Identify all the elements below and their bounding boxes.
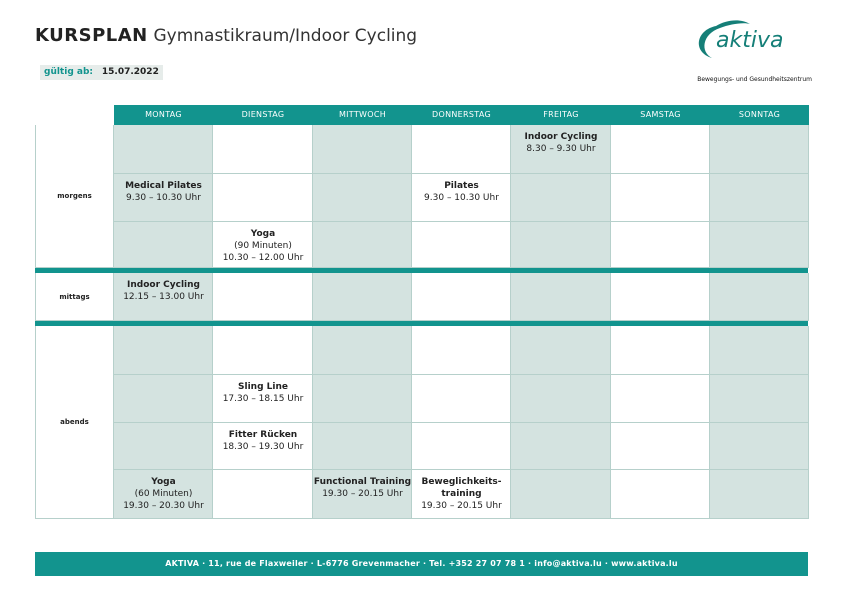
schedule-cell	[213, 174, 313, 222]
schedule-cell	[511, 423, 611, 470]
period-label-morgens: morgens	[35, 125, 114, 268]
course-time: 19.30 – 20.30 Uhr	[123, 501, 204, 511]
schedule-cell	[511, 222, 611, 268]
valid-from-label: gültig ab:	[44, 67, 94, 77]
course-time: 17.30 – 18.15 Uhr	[222, 394, 304, 404]
course-name: Yoga	[250, 229, 276, 239]
schedule-cell	[710, 423, 809, 470]
course-info: (60 Minuten)	[134, 489, 193, 499]
logo-wordmark: aktiva	[716, 28, 784, 53]
course-entry	[213, 381, 313, 405]
period-separator	[35, 268, 808, 273]
schedule-cell	[611, 375, 710, 423]
schedule-cell	[511, 326, 611, 375]
course-time: 8.30 – 9.30 Uhr	[526, 144, 596, 154]
schedule-cell	[412, 222, 511, 268]
course-time: 19.30 – 20.15 Uhr	[421, 501, 502, 511]
course-entry	[412, 476, 511, 512]
day-header-sonntag: SONNTAG	[710, 105, 809, 125]
schedule-cell	[710, 326, 809, 375]
course-info: (90 Minuten)	[234, 241, 292, 251]
course-entry	[313, 476, 412, 500]
valid-from-date: 15.07.2022	[101, 67, 159, 77]
schedule-cell	[213, 470, 313, 519]
schedule-cell	[114, 326, 213, 375]
course-name: Pilates	[444, 181, 479, 191]
day-header-montag: MONTAG	[114, 105, 213, 125]
course-name: Yoga	[151, 477, 176, 487]
schedule-cell	[710, 470, 809, 519]
schedule-cell	[710, 222, 809, 268]
course-name: Beweglichkeits-training	[421, 477, 502, 499]
course-name: Functional Training	[313, 477, 412, 487]
footer-contact: AKTIVA · 11, rue de Flaxweiler · L-6776 Grevenmacher · Tel. +352 27 07 78 1 · info@aktiva.lu · www.aktiva.lu	[35, 552, 808, 576]
day-header-freitag: FREITAG	[511, 105, 611, 125]
course-entry	[114, 476, 213, 512]
schedule-cell	[412, 423, 511, 470]
schedule-cell	[611, 326, 710, 375]
schedule-cell	[611, 125, 710, 174]
course-name: Sling Line	[238, 382, 288, 392]
schedule-cell	[213, 273, 313, 321]
schedule-cell	[114, 375, 213, 423]
aktiva-logo	[690, 14, 820, 86]
course-name: Medical Pilates	[125, 181, 202, 191]
course-name: Indoor Cycling	[524, 132, 598, 142]
course-name: Indoor Cycling	[127, 280, 200, 290]
period-separator	[35, 321, 808, 326]
schedule-cell	[412, 125, 511, 174]
schedule-cell	[710, 375, 809, 423]
schedule-cell	[114, 125, 213, 174]
schedule-cell	[313, 125, 412, 174]
page-title	[35, 25, 417, 46]
course-entry	[114, 180, 213, 204]
schedule-cell	[313, 423, 412, 470]
schedule-cell	[511, 174, 611, 222]
course-entry	[412, 180, 511, 204]
schedule-cell	[710, 174, 809, 222]
schedule-cell	[611, 174, 710, 222]
day-header-mittwoch: MITTWOCH	[313, 105, 412, 125]
course-time: 18.30 – 19.30 Uhr	[222, 442, 304, 452]
period-label-mittags: mittags	[35, 273, 114, 321]
day-header-dienstag: DIENSTAG	[213, 105, 313, 125]
course-name: Fitter Rücken	[228, 430, 298, 440]
schedule-cell	[313, 273, 412, 321]
schedule-cell	[313, 222, 412, 268]
schedule-cell	[313, 375, 412, 423]
day-header-donnerstag: DONNERSTAG	[412, 105, 511, 125]
course-entry	[114, 279, 213, 303]
schedule-cell	[710, 273, 809, 321]
logo-tagline: Bewegungs- und Gesundheitszentrum	[697, 76, 812, 83]
course-time: 10.30 – 12.00 Uhr	[222, 253, 304, 263]
course-time: 9.30 – 10.30 Uhr	[126, 193, 201, 203]
schedule-cell	[412, 375, 511, 423]
course-time: 12.15 – 13.00 Uhr	[123, 292, 204, 302]
schedule-cell	[611, 273, 710, 321]
course-time: 9.30 – 10.30 Uhr	[424, 193, 499, 203]
valid-from-badge	[40, 65, 163, 80]
schedule-cell	[611, 423, 710, 470]
day-header-samstag: SAMSTAG	[611, 105, 710, 125]
schedule-cell	[313, 326, 412, 375]
schedule-cell	[710, 125, 809, 174]
course-entry	[511, 131, 611, 155]
schedule-cell	[114, 222, 213, 268]
schedule-cell	[511, 273, 611, 321]
period-label-abends: abends	[35, 326, 114, 519]
course-entry	[213, 228, 313, 264]
schedule-cell	[213, 125, 313, 174]
schedule-cell	[114, 423, 213, 470]
schedule-cell	[511, 375, 611, 423]
title-subtitle: Gymnastikraum/Indoor Cycling	[153, 26, 418, 46]
course-time: 19.30 – 20.15 Uhr	[322, 489, 403, 499]
course-entry	[213, 429, 313, 453]
title-main: KURSPLAN	[35, 25, 148, 46]
schedule-cell	[213, 326, 313, 375]
schedule-cell	[611, 470, 710, 519]
schedule-cell	[412, 326, 511, 375]
schedule-cell	[511, 470, 611, 519]
schedule-cell	[313, 174, 412, 222]
schedule-cell	[412, 273, 511, 321]
schedule-cell	[611, 222, 710, 268]
